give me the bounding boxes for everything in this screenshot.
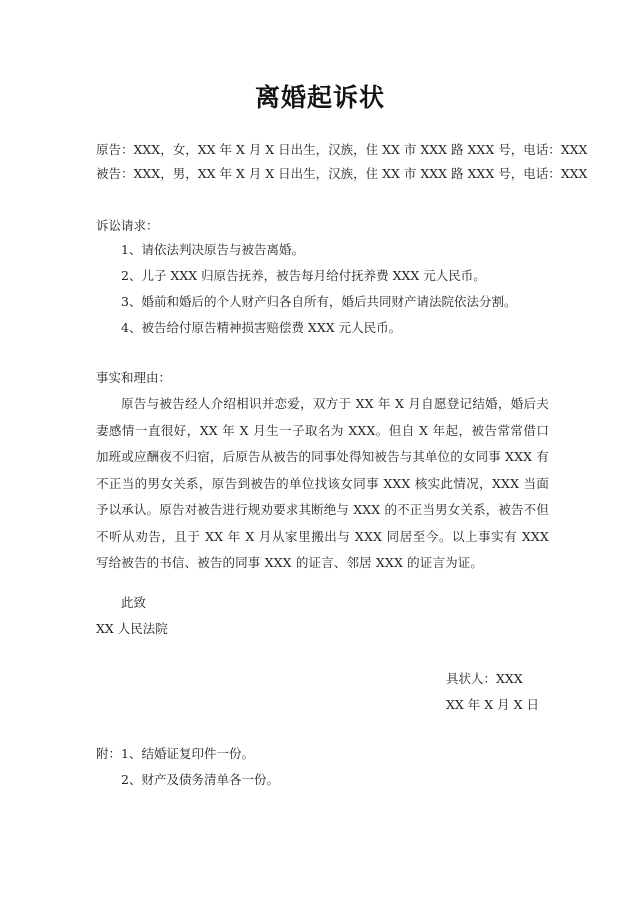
claim-item: 1、请依法判决原告与被告离婚。	[121, 242, 304, 257]
facts-heading: 事实和理由：	[96, 370, 172, 385]
facts-paragraph: 原告与被告经人介绍相识并恋爱，双方于 XX 年 X 月自愿登记结婚，婚后夫妻感情一直很好，XX 年 X 月生一子取名为 XXX。但自 X 年起，被告常常借口加班或应酬夜不归宿，后原告从被告的同事处得知被告与其单位的女同事 XXX 有不正当的男女关系，原告到被告的单位找该女同事 XXX 核实此情况，XXX 当面予以承认。原告对被告进行规劝要求其断绝与 XXX 的不正当男女关系，被告不但不听从劝告，且于 XX 年 X 月从家里搬出与 XXX 同居至今。以上事实有 XXX 写给被告的书信、被告的同事 XXX 的证言、邻居 XXX 的证言为证。	[96, 396, 549, 570]
plaintiff-info: 原告：XXX，女，XX 年 X 月 X 日出生，汉族，住 XX 市 XXX 路 XXX 号，电话：XXX	[96, 142, 588, 157]
claim-item: 4、被告给付原告精神损害赔偿费 XXX 元人民币。	[121, 320, 402, 335]
claims-heading: 诉讼请求：	[96, 218, 159, 233]
court-name: XX 人民法院	[96, 621, 168, 636]
defendant-info: 被告：XXX，男，XX 年 X 月 X 日出生，汉族，住 XX 市 XXX 路 XXX 号，电话：XXX	[96, 166, 588, 181]
document-date: XX 年 X 月 X 日	[446, 697, 539, 712]
attachment-item: 2、财产及债务清单各一份。	[121, 772, 279, 787]
signer: 具状人：XXX	[446, 671, 523, 686]
closing-salutation: 此致	[121, 595, 147, 610]
claim-item: 2、儿子 XXX 归原告抚养，被告每月给付抚养费 XXX 元人民币。	[121, 268, 486, 283]
attachment-item: 附：1、结婚证复印件一份。	[96, 746, 254, 761]
claim-item: 3、婚前和婚后的个人财产归各自所有，婚后共同财产请法院依法分割。	[121, 294, 517, 309]
document-title: 离婚起诉状	[254, 83, 385, 112]
